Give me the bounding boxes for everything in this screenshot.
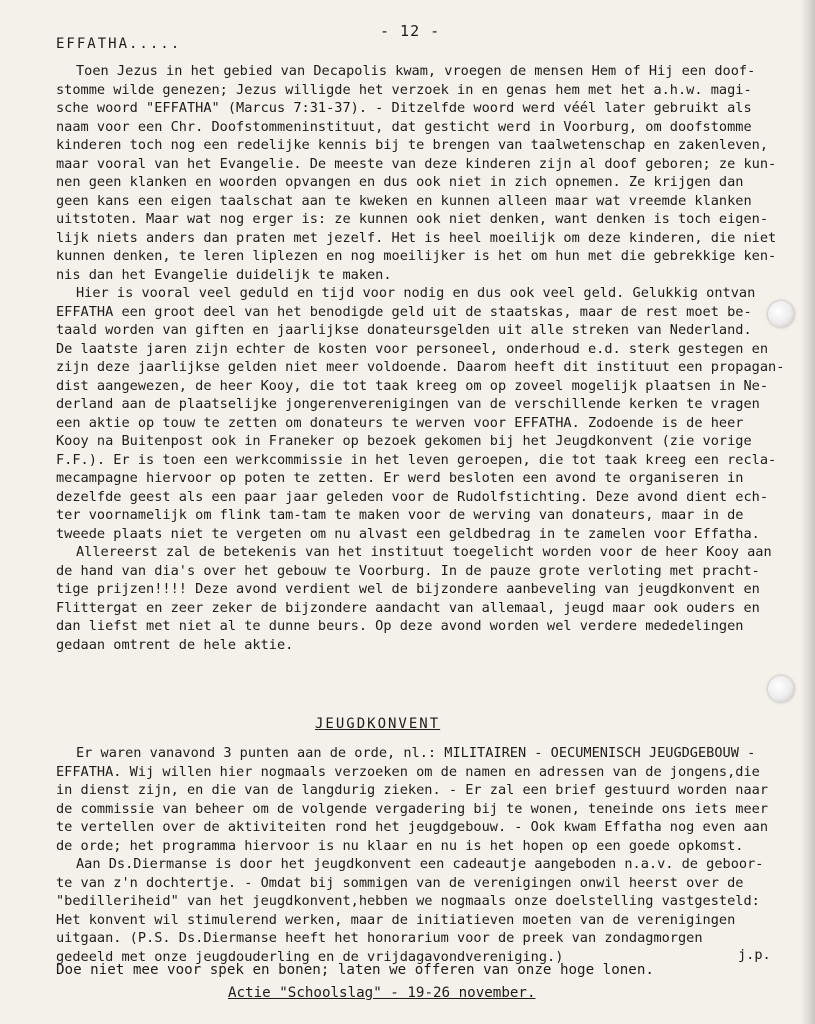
text-line: sche woord "EFFATHA" (Marcus 7:31-37). - Ditzelfde woord werd véél later gebruikt als [56,100,752,116]
text-line: mecampagne hiervoor op poten te zetten. Er werd besloten een avond te organiseren in [56,470,744,486]
page-edge-shadow [801,0,815,1024]
text-line: een aktie op touw te zetten om donateurs te werven voor EFFATHA. Zodoende is de heer [56,414,744,431]
text-line: F.F.). Er is toen een werkcommissie in het leven geroepen, die tot taak kreeg een recla- [56,451,777,468]
jeugdkonvent-heading: JEUGDKONVENT [315,716,441,732]
text-line: de orde; het programma hiervoor is nu klaar en nu is het hopen op een goede opkomst. [56,837,744,854]
footer-action: Actie "Schoolslag" - 19-26 november. [228,985,536,1001]
text-line: gedaan omtrent de hele aktie. [56,636,294,653]
text-line: taald worden van giften en jaarlijkse donateursgelden uit alle streken van Nederland. [56,322,752,338]
text-line: Hier is vooral veel geduld en tijd voor nodig en dus ook veel geld. Gelukkig ontvan [76,285,756,301]
text-line: dist aangewezen, de heer Kooy, die tot taak kreeg om op zoveel mogelijk plaatsen in Ne- [56,377,769,394]
text-line: Toen Jezus in het gebied van Decapolis kwam, vroegen de mensen Hem of Hij een doof- [76,63,756,79]
text-line: "bedilleriheid" van het jeugdkonvent,hebben we nogmaals onze doelstelling vastgesteld: [56,893,760,909]
text-line: uitgaan. (P.S. Ds.Diermanse heeft het honorarium voor de preek van zondagmorgen [56,930,703,946]
text-line: Er waren vanavond 3 punten aan de orde, nl.: MILITAIREN - OECUMENISCH JEUGDGEBOUW - [76,745,756,761]
footer-slogan: Doe niet mee voor spek en bonen; laten we offeren van onze hoge lonen. [56,962,654,978]
text-line: Flittergat en zeer zeker de bijzondere aandacht van allemaal, jeugd maar ook ouders en [56,599,760,616]
text-line: dan liefst met niet al te dunne beurs. Op deze avond worden wel verdere mededelingen [56,618,744,634]
jeugdkonvent-article [56,744,796,966]
text-line: nen geen klanken en woorden opvangen en dus ook niet in zich opnemen. Ze krijgen dan [56,174,744,190]
text-line: te vertellen over de aktiviteiten rond het jeugdgebouw. - Ook kwam Effatha nog even aan [56,819,769,835]
text-line: maar vooral van het Evangelie. De meeste van deze kinderen zijn al doof geboren; ze kun- [56,155,777,172]
text-line: tige prijzen!!!! Deze avond verdient wel de bijzondere aanbeveling van jeugdkonvent en [56,581,760,597]
text-line: tweede plaats niet te vergeten om nu alvast een geldbedrag in te zamelen voor Effatha. [56,525,760,542]
text-line: kunnen denken, te leren liplezen en nog moeilijker is het om hun met die gebrekkige ken- [56,248,777,264]
text-line: Kooy na Buitenpost ook in Franeker op bezoek gekomen bij het Jeugdkonvent (zie vorige [56,433,752,449]
text-line: lijk niets anders dan praten met jezelf. Het is heel moeilijk om deze kinderen, die niet [56,229,777,246]
signature-initials: j.p. [738,947,771,963]
text-line: dezelfde geest als een paar jaar geleden voor de Rudolfstichting. Deze avond dient ech- [56,488,769,505]
text-line: derland aan de plaatselijke jongerenverenigingen van de verschillende kerken te vragen [56,396,760,412]
effatha-article [56,62,796,654]
text-line: Aan Ds.Diermanse is door het jeugdkonvent een cadeautje aangeboden n.a.v. de geboor- [76,856,764,872]
page-number: - 12 - [380,22,441,40]
text-line: ter voornamelijk om flink tam-tam te maken voor de werving van donateurs, maar in de [56,507,744,523]
text-line: kinderen toch nog een redelijke kennis bij te brengen van taalwetenschap en zakenleven, [56,137,769,153]
text-line: naam voor een Chr. Doofstommeninstituut, dat gesticht werd in Voorburg, om doofstomme [56,118,752,135]
text-line: Het konvent wil stimulerend werken, maar de initiatieven moeten van de verenigingen [56,911,736,928]
text-line: stomme wilde genezen; Jezus willigde het verzoek in en genas hem met het a.h.w. magi- [56,81,752,98]
text-line: gedeeld met onze jeugdouderling en de vrijdagavondvereniging.) [56,948,564,965]
text-line: uitstoten. Maar wat nog erger is: ze kunnen ook niet denken, want denken is toch eigen- [56,211,769,227]
text-line: de hand van dia's over het gebouw te Voorburg. In de pauze grote verloting met pracht- [56,562,760,579]
text-line: te van z'n dochtertje. - Omdat bij sommigen van de verenigingen onwil heerst over de [56,874,744,891]
punch-hole [768,676,794,702]
text-line: EFFATHA een groot deel van het benodigde geld uit de staatskas, maar de rest moet be- [56,303,752,320]
text-line: nis dan het Evangelie duidelijk te maken. [56,266,392,283]
text-line: De laatste jaren zijn echter de kosten voor personeel, onderhoud e.d. sterk gestegen en [56,340,769,357]
text-line: de commissie van beheer om de volgende vergadering bij te wonen, teneinde ons iets meer [56,800,769,817]
text-line: Allereerst zal de betekenis van het instituut toegelicht worden voor de heer Kooy aan [76,544,772,560]
text-line: EFFATHA. Wij willen hier nogmaals verzoeken om de namen en adressen van de jongens,die [56,763,760,780]
text-line: geen kans een eigen taalschat aan te kweken en kunnen alleen maar wat vreemde klanken [56,192,752,209]
effatha-heading: EFFATHA..... [56,36,182,52]
text-line: in dienst zijn, en die van de langdurig zieken. - Er zal een brief gestuurd worden naar [56,782,769,798]
text-line: zijn deze jaarlijkse gelden niet meer voldoende. Daarom heeft dit instituut een propagan- [56,359,785,375]
